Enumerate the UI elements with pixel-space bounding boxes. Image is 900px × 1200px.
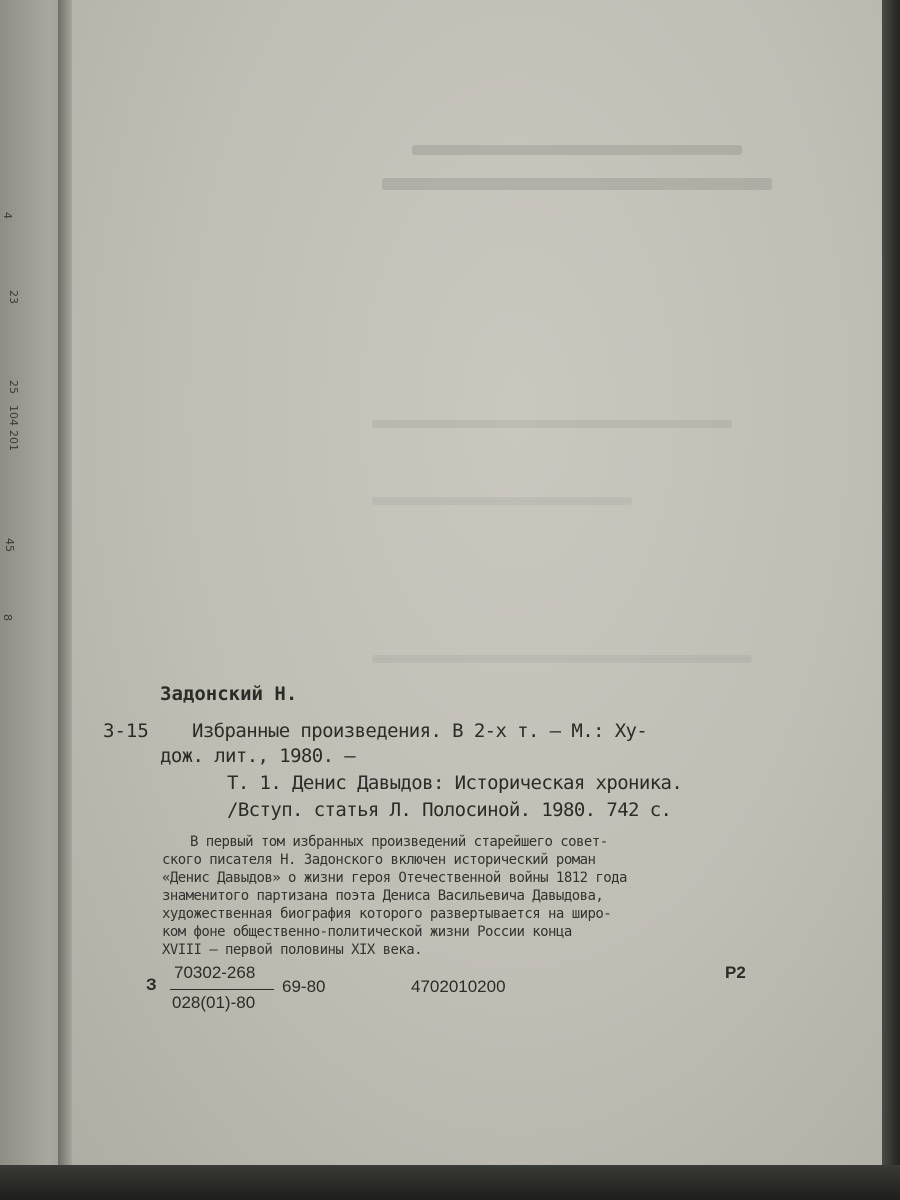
- annotation-line: «Денис Давыдов» о жизни героя Отечественной войны 1812 года: [162, 870, 627, 886]
- annotation-line: знаменитого партизана поэта Дениса Васильевича Давыдова,: [162, 888, 604, 904]
- annotation-line: художественная биография которого развертывается на широ-: [162, 906, 612, 922]
- book-cover-edge: [882, 0, 900, 1165]
- catalog-code: З-15: [103, 720, 149, 742]
- show-through-text: [372, 655, 752, 663]
- catalog-line: /Вступ. статья Л. Полосиной. 1980. 742 с.: [227, 799, 672, 821]
- catalog-author: Задонский Н.: [160, 683, 298, 705]
- annotation-line: XVIII — первой половины XIX века.: [162, 942, 422, 958]
- index-letter: З: [146, 975, 157, 994]
- catalog-line: дож. лит., 1980. —: [160, 745, 356, 767]
- left-mark: 8: [1, 614, 14, 621]
- show-through-text: [382, 178, 772, 190]
- left-mark: 201: [7, 430, 20, 451]
- index-code: 69-80: [282, 977, 326, 996]
- left-mark: 23: [7, 290, 20, 304]
- index-number: 4702010200: [411, 977, 506, 996]
- catalog-line: Т. 1. Денис Давыдов: Историческая хроника.: [227, 772, 683, 794]
- left-mark: 25: [7, 380, 20, 394]
- left-mark: 104: [7, 405, 20, 426]
- left-mark: 45: [3, 538, 16, 552]
- fraction-line: [170, 989, 274, 990]
- book-bottom-edge: [0, 1165, 900, 1200]
- catalog-line: Избранные произведения. В 2-х т. — М.: Ху-: [192, 720, 648, 742]
- annotation-line: ского писателя Н. Задонского включен исторический роман: [162, 852, 596, 868]
- index-denominator: 028(01)-80: [172, 993, 256, 1012]
- shelf-code: Р2: [725, 963, 746, 982]
- left-mark: 4: [1, 212, 14, 219]
- show-through-text: [372, 420, 732, 428]
- annotation-line: В первый том избранных произведений старейшего совет-: [190, 834, 608, 850]
- index-numerator: 70302-268: [174, 963, 256, 982]
- show-through-text: [372, 497, 632, 505]
- annotation-line: ком фоне общественно-политической жизни России конца: [162, 924, 572, 940]
- show-through-text: [412, 145, 742, 155]
